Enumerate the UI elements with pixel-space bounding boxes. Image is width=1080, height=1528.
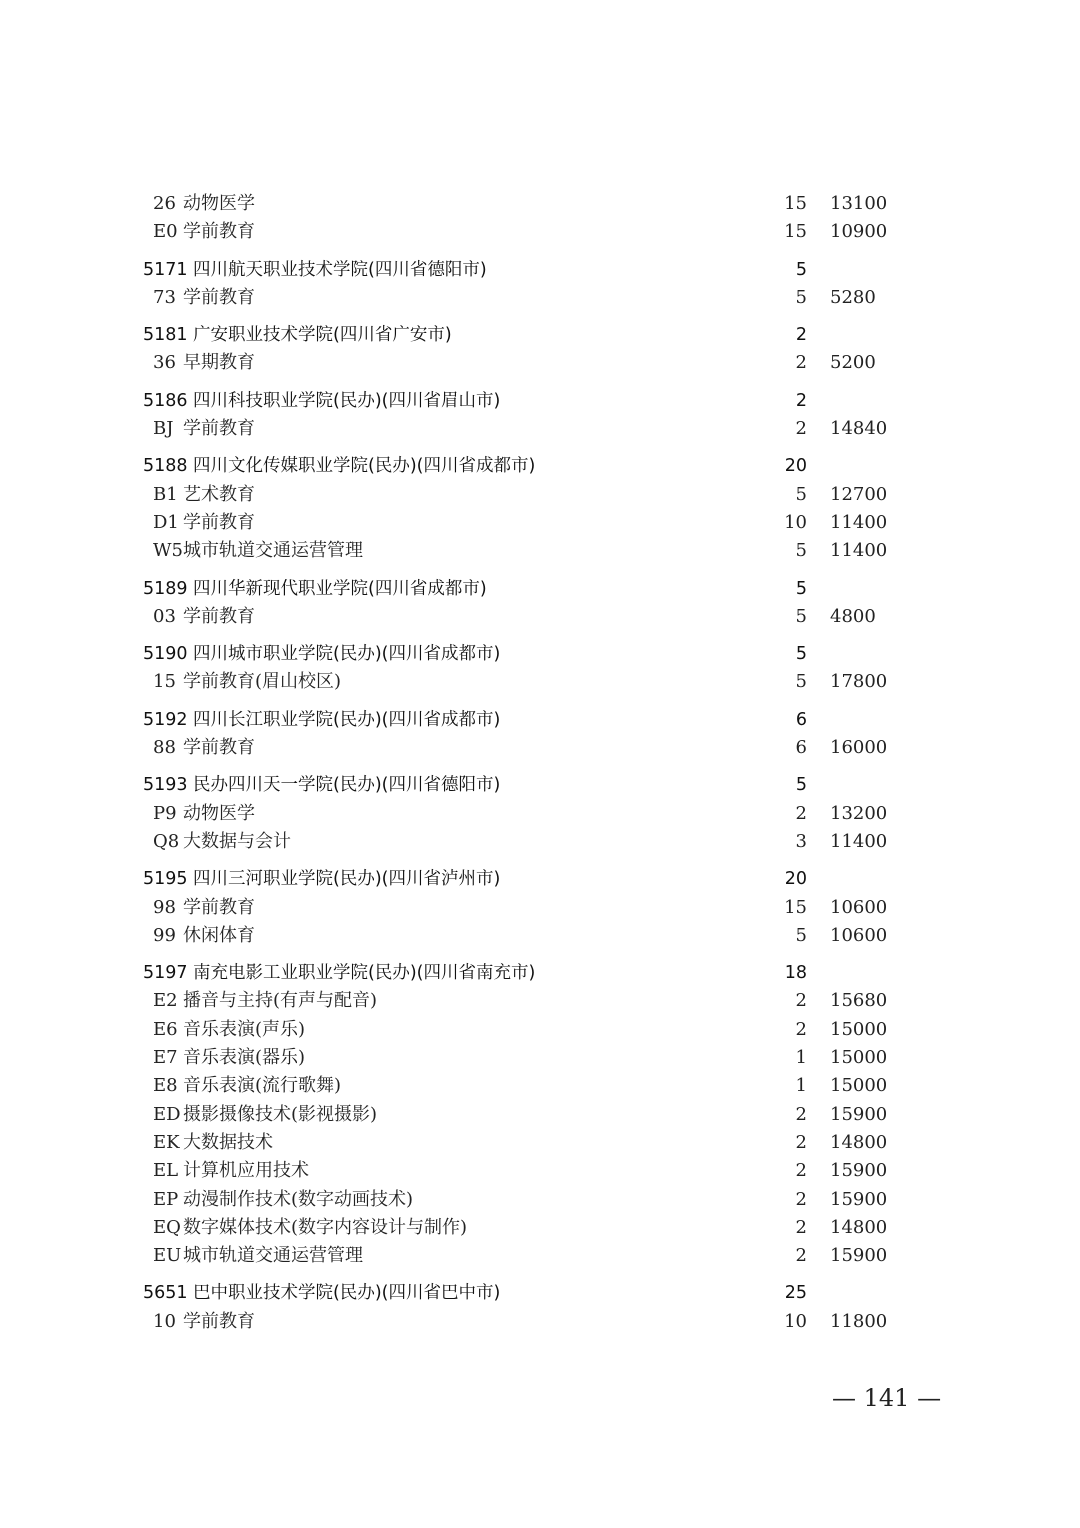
school-name: 四川航天职业技术学院(四川省德阳市) bbox=[193, 259, 487, 280]
major-fee: 15000 bbox=[830, 1018, 888, 1040]
major-row bbox=[0, 1214, 1080, 1242]
major-row bbox=[0, 349, 1080, 377]
school-row bbox=[0, 771, 1080, 799]
major-count: 10 bbox=[784, 1310, 807, 1332]
major-fee: 13100 bbox=[830, 193, 888, 214]
major-name: 学前教育 bbox=[183, 286, 255, 308]
major-count: 2 bbox=[795, 1245, 807, 1267]
major-code: EP bbox=[153, 1188, 179, 1210]
school-row bbox=[0, 575, 1080, 603]
major-fee: 11800 bbox=[830, 1310, 888, 1332]
major-count: 2 bbox=[795, 418, 807, 440]
school-name: 四川文化传媒职业学院(民办)(四川省成都市) bbox=[193, 456, 536, 477]
major-count: 15 bbox=[784, 221, 807, 243]
major-row bbox=[0, 1242, 1080, 1270]
school-row bbox=[0, 706, 1080, 734]
school-code: 5171 bbox=[143, 259, 188, 280]
major-fee: 5200 bbox=[830, 352, 876, 374]
school-row bbox=[0, 1279, 1080, 1307]
major-fee: 5280 bbox=[830, 286, 876, 308]
major-count: 15 bbox=[784, 896, 807, 918]
major-row bbox=[0, 828, 1080, 856]
major-code: EQ bbox=[153, 1216, 181, 1238]
school-code: 5192 bbox=[143, 709, 188, 730]
major-count: 5 bbox=[795, 286, 807, 308]
school-row bbox=[0, 321, 1080, 349]
major-name: 音乐表演(流行歌舞) bbox=[183, 1075, 342, 1097]
major-count: 5 bbox=[795, 483, 807, 505]
school-count: 18 bbox=[784, 963, 807, 984]
major-name: 学前教育 bbox=[183, 418, 255, 440]
school-count: 5 bbox=[795, 259, 807, 280]
major-fee: 11400 bbox=[830, 540, 888, 562]
major-row bbox=[0, 415, 1080, 443]
major-code: EL bbox=[153, 1160, 179, 1182]
school-code: 5186 bbox=[143, 390, 188, 411]
major-row bbox=[0, 668, 1080, 696]
major-code: 73 bbox=[153, 286, 176, 308]
major-count: 5 bbox=[795, 924, 807, 946]
major-name: 早期教育 bbox=[183, 352, 255, 374]
major-fee: 16000 bbox=[830, 737, 888, 759]
school-name: 四川华新现代职业学院(四川省成都市) bbox=[193, 578, 487, 599]
major-count: 2 bbox=[795, 1018, 807, 1040]
school-row bbox=[0, 452, 1080, 480]
major-row bbox=[0, 1157, 1080, 1185]
enrollment-table bbox=[0, 190, 1080, 1336]
major-count: 10 bbox=[784, 511, 807, 533]
major-name: 学前教育 bbox=[183, 511, 255, 533]
major-count: 1 bbox=[795, 1047, 807, 1069]
major-fee: 17800 bbox=[830, 671, 888, 693]
major-name: 学前教育 bbox=[183, 1310, 255, 1332]
major-code: 03 bbox=[153, 605, 176, 627]
major-code: 99 bbox=[153, 924, 176, 946]
major-name: 音乐表演(声乐) bbox=[183, 1018, 306, 1040]
school-code: 5651 bbox=[143, 1283, 188, 1304]
major-code: E7 bbox=[153, 1047, 178, 1069]
major-code: 36 bbox=[153, 352, 176, 374]
school-code: 5197 bbox=[143, 963, 188, 984]
school-count: 5 bbox=[795, 644, 807, 665]
school-name: 广安职业技术学院(四川省广安市) bbox=[193, 325, 452, 346]
major-count: 2 bbox=[795, 1188, 807, 1210]
major-code: 98 bbox=[153, 896, 176, 918]
major-row bbox=[0, 734, 1080, 762]
major-fee: 15000 bbox=[830, 1047, 888, 1069]
major-row bbox=[0, 1308, 1080, 1336]
school-count: 20 bbox=[784, 869, 807, 890]
school-code: 5189 bbox=[143, 578, 188, 599]
major-code: 26 bbox=[153, 193, 176, 214]
major-name: 大数据技术 bbox=[183, 1131, 273, 1153]
major-row bbox=[0, 509, 1080, 537]
major-code: 10 bbox=[153, 1310, 176, 1332]
major-fee: 14800 bbox=[830, 1216, 888, 1238]
major-count: 2 bbox=[795, 1216, 807, 1238]
major-fee: 4800 bbox=[830, 605, 876, 627]
major-name: 摄影摄像技术(影视摄影) bbox=[183, 1103, 378, 1125]
major-code: ED bbox=[153, 1103, 181, 1125]
major-count: 2 bbox=[795, 1131, 807, 1153]
school-name: 四川城市职业学院(民办)(四川省成都市) bbox=[193, 644, 501, 665]
major-fee: 10600 bbox=[830, 896, 888, 918]
major-fee: 15900 bbox=[830, 1245, 888, 1267]
major-row bbox=[0, 537, 1080, 565]
page-number: — 141 — bbox=[832, 1384, 942, 1412]
major-name: 城市轨道交通运营管理 bbox=[183, 1245, 363, 1267]
major-row bbox=[0, 800, 1080, 828]
major-code: Q8 bbox=[153, 830, 180, 852]
major-count: 1 bbox=[795, 1075, 807, 1097]
major-name: 学前教育(眉山校区) bbox=[183, 671, 342, 693]
major-code: EK bbox=[153, 1131, 180, 1153]
school-code: 5193 bbox=[143, 775, 188, 796]
major-code: 15 bbox=[153, 671, 176, 693]
major-code: W5 bbox=[153, 540, 183, 562]
major-code: B1 bbox=[153, 483, 178, 505]
major-fee: 15900 bbox=[830, 1160, 888, 1182]
major-name: 学前教育 bbox=[183, 737, 255, 759]
major-code: E6 bbox=[153, 1018, 178, 1040]
major-fee: 13200 bbox=[830, 802, 888, 824]
major-code: E2 bbox=[153, 990, 178, 1012]
major-fee: 10600 bbox=[830, 924, 888, 946]
major-name: 动物医学 bbox=[183, 193, 255, 214]
school-name: 民办四川天一学院(民办)(四川省德阳市) bbox=[193, 775, 501, 796]
school-code: 5190 bbox=[143, 644, 188, 665]
major-fee: 10900 bbox=[830, 221, 888, 243]
major-row bbox=[0, 1016, 1080, 1044]
major-code: E0 bbox=[153, 221, 178, 243]
major-fee: 14800 bbox=[830, 1131, 888, 1153]
major-name: 学前教育 bbox=[183, 896, 255, 918]
major-fee: 15900 bbox=[830, 1188, 888, 1210]
major-count: 5 bbox=[795, 671, 807, 693]
school-count: 25 bbox=[784, 1283, 807, 1304]
major-count: 3 bbox=[795, 830, 807, 852]
school-row bbox=[0, 640, 1080, 668]
major-name: 动漫制作技术(数字动画技术) bbox=[183, 1188, 414, 1210]
major-name: 播音与主持(有声与配音) bbox=[183, 990, 378, 1012]
major-fee: 12700 bbox=[830, 483, 888, 505]
school-name: 四川科技职业学院(民办)(四川省眉山市) bbox=[193, 390, 501, 411]
major-code: D1 bbox=[153, 511, 179, 533]
school-name: 四川三河职业学院(民办)(四川省泸州市) bbox=[193, 869, 501, 890]
major-name: 音乐表演(器乐) bbox=[183, 1047, 306, 1069]
major-code: 88 bbox=[153, 737, 176, 759]
major-name: 休闲体育 bbox=[183, 924, 255, 946]
school-code: 5195 bbox=[143, 869, 188, 890]
major-row bbox=[0, 190, 1080, 218]
major-fee: 15000 bbox=[830, 1075, 888, 1097]
school-row bbox=[0, 959, 1080, 987]
major-row bbox=[0, 481, 1080, 509]
school-count: 2 bbox=[795, 390, 807, 411]
school-code: 5188 bbox=[143, 456, 188, 477]
school-count: 5 bbox=[795, 578, 807, 599]
major-row bbox=[0, 922, 1080, 950]
school-name: 巴中职业技术学院(民办)(四川省巴中市) bbox=[193, 1283, 501, 1304]
major-row bbox=[0, 1101, 1080, 1129]
school-name: 南充电影工业职业学院(民办)(四川省南充市) bbox=[193, 963, 536, 984]
major-fee: 11400 bbox=[830, 511, 888, 533]
school-row bbox=[0, 256, 1080, 284]
major-name: 城市轨道交通运营管理 bbox=[183, 540, 363, 562]
major-row bbox=[0, 987, 1080, 1015]
major-row bbox=[0, 218, 1080, 246]
major-count: 5 bbox=[795, 540, 807, 562]
school-row bbox=[0, 865, 1080, 893]
major-row bbox=[0, 1044, 1080, 1072]
major-count: 5 bbox=[795, 605, 807, 627]
major-name: 学前教育 bbox=[183, 221, 255, 243]
school-count: 20 bbox=[784, 456, 807, 477]
school-row bbox=[0, 387, 1080, 415]
major-name: 学前教育 bbox=[183, 605, 255, 627]
major-count: 2 bbox=[795, 1160, 807, 1182]
major-name: 艺术教育 bbox=[183, 483, 255, 505]
school-name: 四川长江职业学院(民办)(四川省成都市) bbox=[193, 709, 501, 730]
major-count: 2 bbox=[795, 802, 807, 824]
major-fee: 15900 bbox=[830, 1103, 888, 1125]
major-code: EU bbox=[153, 1245, 182, 1267]
major-code: E8 bbox=[153, 1075, 178, 1097]
major-row bbox=[0, 1072, 1080, 1100]
major-count: 6 bbox=[795, 737, 807, 759]
major-count: 2 bbox=[795, 1103, 807, 1125]
major-count: 2 bbox=[795, 352, 807, 374]
major-name: 动物医学 bbox=[183, 802, 255, 824]
school-count: 5 bbox=[795, 775, 807, 796]
major-row bbox=[0, 284, 1080, 312]
major-fee: 11400 bbox=[830, 830, 888, 852]
major-name: 大数据与会计 bbox=[183, 830, 291, 852]
major-fee: 15680 bbox=[830, 990, 888, 1012]
major-row bbox=[0, 1129, 1080, 1157]
school-code: 5181 bbox=[143, 325, 188, 346]
major-code: P9 bbox=[153, 802, 177, 824]
major-row bbox=[0, 1186, 1080, 1214]
major-count: 2 bbox=[795, 990, 807, 1012]
major-row bbox=[0, 894, 1080, 922]
major-row bbox=[0, 603, 1080, 631]
school-count: 2 bbox=[795, 325, 807, 346]
major-count: 15 bbox=[784, 193, 807, 214]
major-code: BJ bbox=[153, 418, 174, 440]
school-count: 6 bbox=[795, 709, 807, 730]
major-name: 计算机应用技术 bbox=[183, 1160, 309, 1182]
major-name: 数字媒体技术(数字内容设计与制作) bbox=[183, 1216, 468, 1238]
major-fee: 14840 bbox=[830, 418, 888, 440]
